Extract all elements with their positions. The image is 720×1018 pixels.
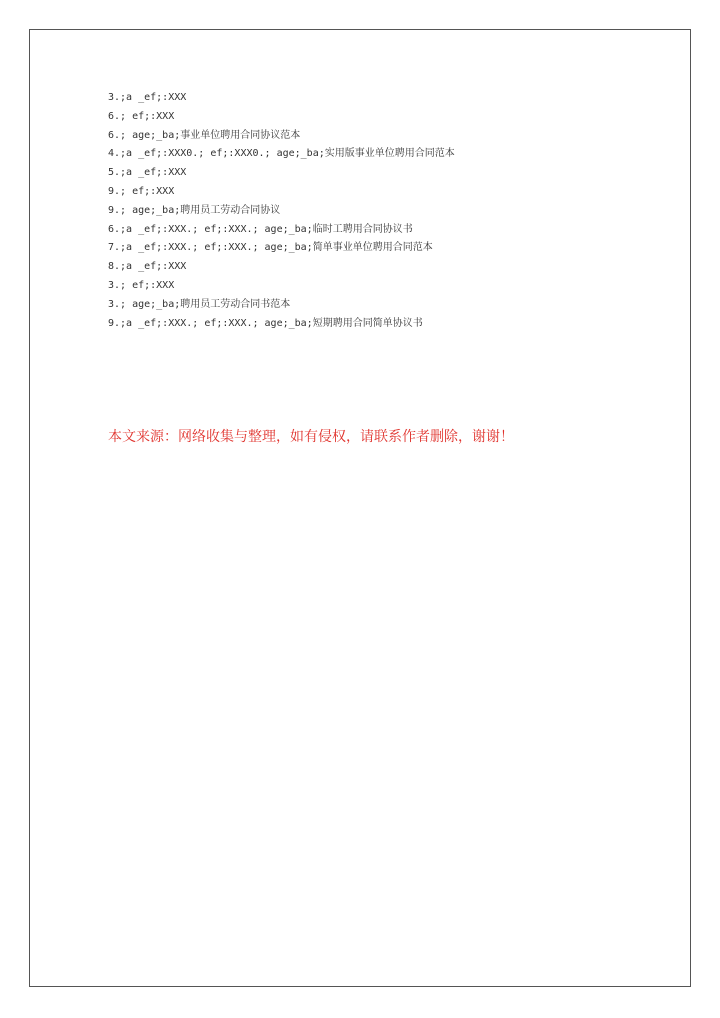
text-line: 3.; ef;:XXX [108, 279, 175, 291]
text-line: 8.;a _ef;:XXX [108, 261, 187, 273]
text-line: 3.; age;_ba;聘用员工劳动合同书范本 [108, 298, 291, 310]
text-line: 6.; age;_ba;事业单位聘用合同协议范本 [108, 129, 301, 141]
text-line: 4.;a _ef;:XXX0.; ef;:XXX0.; age;_ba;实用版事业单位聘用合同范本 [108, 148, 455, 160]
text-line: 6.; ef;:XXX [108, 110, 175, 122]
text-line: 7.;a _ef;:XXX.; ef;:XXX.; age;_ba;简单事业单位聘用合同范本 [108, 242, 433, 254]
source-note: 本文来源：网络收集与整理，如有侵权，请联系作者删除，谢谢！ [108, 429, 514, 445]
text-line: 5.;a _ef;:XXX [108, 167, 187, 179]
text-line: 9.; age;_ba;聘用员工劳动合同协议 [108, 204, 281, 216]
text-lines [108, 89, 455, 333]
text-line: 9.; ef;:XXX [108, 185, 175, 197]
text-line: 3.;a _ef;:XXX [108, 92, 187, 103]
text-line: 9.;a _ef;:XXX.; ef;:XXX.; age;_ba;短期聘用合同简单协议书 [108, 317, 423, 329]
text-line: 6.;a _ef;:XXX.; ef;:XXX.; age;_ba;临时工聘用合同协议书 [108, 223, 413, 235]
